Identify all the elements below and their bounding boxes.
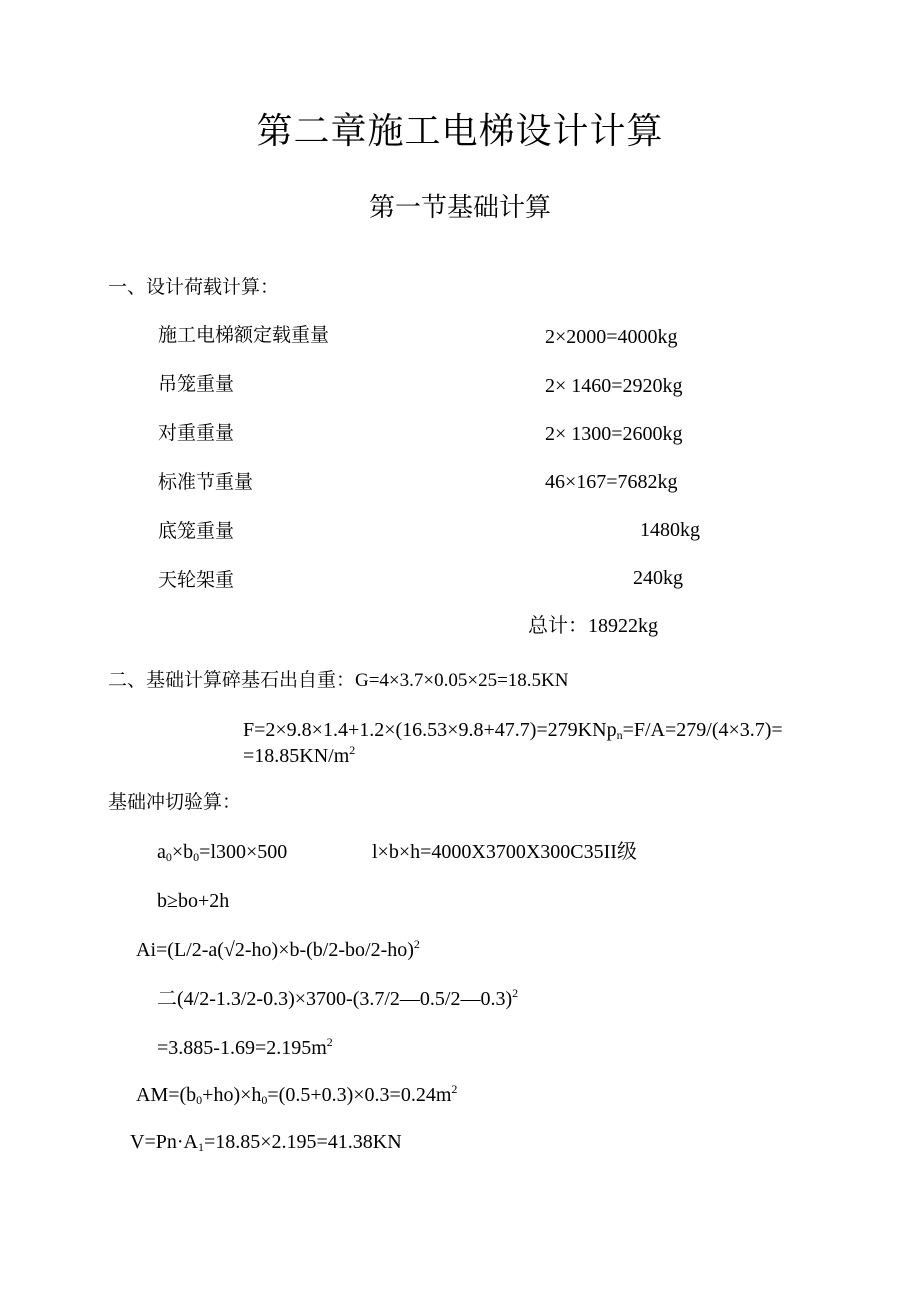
- area-ai-result: $=3.885-1.69=2.195m^2$: [157, 1035, 333, 1059]
- load-label-mast: 标准节重量: [158, 472, 254, 493]
- load-total: 总计：18922kg: [528, 615, 658, 637]
- punching-dimensions: $a_0\times b_0=l300\times 500$: [157, 841, 288, 864]
- load-value-cage: 2× 1460=2920kg: [545, 375, 683, 397]
- load-label-rated: 施工电梯额定载重量: [158, 325, 330, 346]
- load-value-pulley: 240kg: [633, 567, 683, 589]
- foundation-heading: 二、基础计算碎基石出自重：G=4×3.7×0.05×25=18.5KN: [108, 670, 569, 691]
- area-am-formula: $AM=(b_0+ho)\times h_0=(0.5+0.3)\times 0.3=0.24m^2$: [136, 1082, 458, 1107]
- punching-heading: 基础冲切验算：: [108, 792, 242, 813]
- width-condition: b≥bo+2h: [157, 890, 230, 912]
- load-label-base: 底笼重量: [158, 521, 235, 542]
- load-label-cage: 吊笼重量: [158, 374, 235, 395]
- foundation-dimensions: l×b×h=4000X3700X300C35II级: [372, 841, 637, 863]
- load-label-counterweight: 对重重量: [158, 423, 235, 444]
- shear-force-formula: $V=Pn\cdot A_1=18.85\times 2.195=41.38KN$: [130, 1131, 402, 1154]
- load-label-pulley: 天轮架重: [158, 570, 235, 591]
- load-value-mast: 46×167=7682kg: [545, 471, 678, 493]
- chapter-title: 第二章施工电梯设计计算: [256, 111, 664, 151]
- force-formula-line2: $=18.85KN/m^2$: [243, 743, 356, 767]
- load-value-base: 1480kg: [640, 519, 700, 541]
- load-value-rated: 2×2000=4000kg: [545, 326, 678, 348]
- area-ai-formula: $Ai=(L/2-a(√2-ho)\times b-(b/2-bo/2-ho)^2$: [136, 937, 420, 961]
- design-load-heading: 一、设计荷载计算：: [108, 277, 280, 298]
- force-formula-line1: F=2×9.8×1.4+1.2×(16.53×9.8+47.7)=279KNp$_n$=F/A=279/(4×3.7)=: [243, 719, 783, 742]
- section-title: 第一节基础计算: [368, 193, 551, 222]
- area-ai-substitution: 二(4/2-1.3/2-0.3)×3700-(3.7/2—0.5/2—0.3)$^2$: [157, 986, 519, 1010]
- load-value-counterweight: 2× 1300=2600kg: [545, 423, 683, 445]
